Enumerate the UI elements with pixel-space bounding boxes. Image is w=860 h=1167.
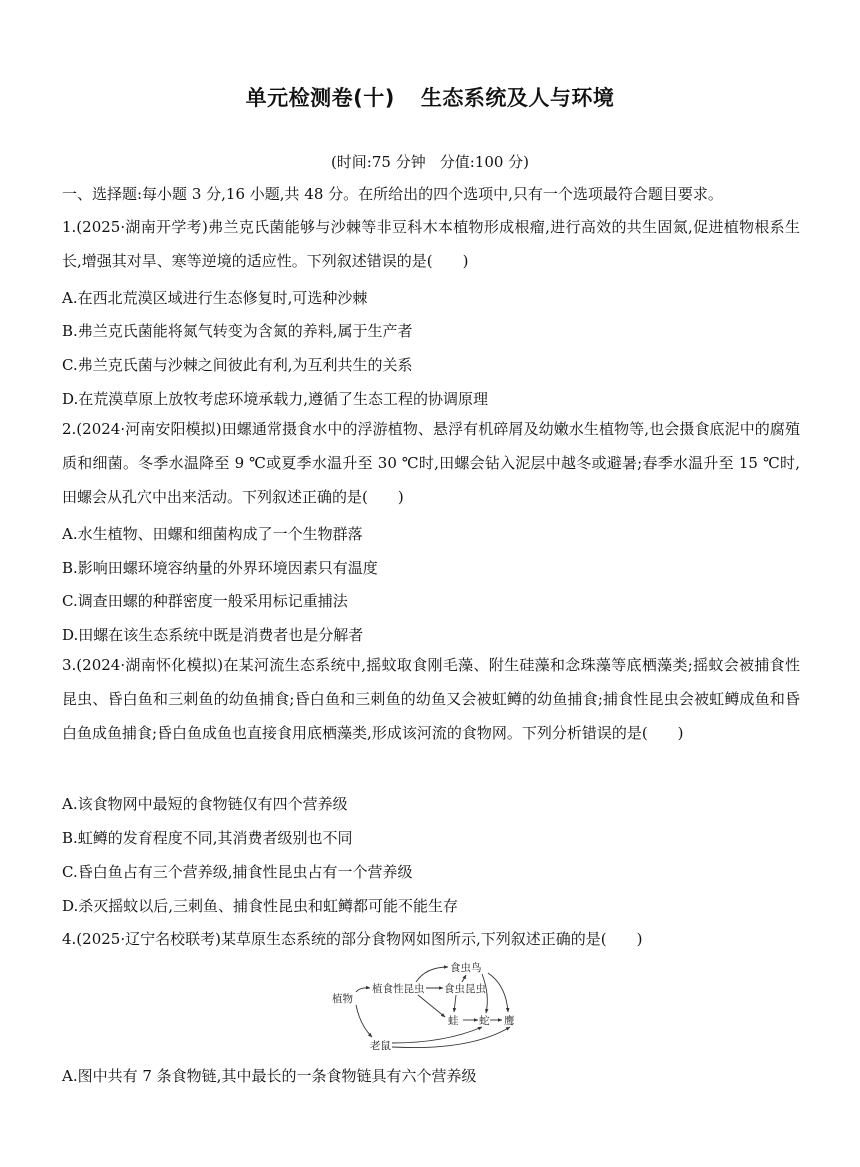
question-2-option-c: C.调查田螺的种群密度一般采用标记重捕法 (62, 592, 348, 610)
node-herb-insect: 植食性昆虫 (372, 983, 425, 995)
edge-plant-herb-insect (356, 988, 370, 992)
question-2-option-d: D.田螺在该生态系统中既是消费者也是分解者 (62, 626, 364, 644)
edge-mouse-snake (392, 1027, 482, 1043)
node-eagle: 鹰 (504, 1015, 515, 1027)
edge-herb-insect-insect-bird (416, 967, 448, 982)
title-part1: 单元检测卷(十) (245, 86, 395, 110)
question-4-option-a: A.图中共有 7 条食物链,其中最长的一条食物链具有六个营养级 (62, 1067, 477, 1085)
question-1-option-d: D.在荒漠草原上放牧考虑环境承载力,遵循了生态工程的协调原理 (62, 390, 489, 408)
question-4-stem: 4.(2025·辽宁名校联考)某草原生态系统的部分食物网如图所示,下列叙述正确的是( ) (62, 930, 643, 948)
question-2-stem: 2.(2024·河南安阳模拟)田螺通常摄食水中的浮游植物、悬浮有机碎屑及幼嫩水生植物等,也会摄食底泥中的腐殖质和细菌。冬季水温降至 9 ℃或夏季水温升至 30 ℃时,田螺会钻入泥层中越冬或避暑;春季水温升至 15 ℃时,田螺会从孔穴中出来活动。下列叙述正确的是( ) (62, 420, 800, 506)
question-3-option-d: D.杀灭摇蚊以后,三刺鱼、捕食性昆虫和虹鳟都可能不能生存 (62, 897, 459, 915)
exam-meta (0, 151, 860, 172)
question-3-option-a: A.该食物网中最短的食物链仅有四个营养级 (62, 795, 348, 813)
question-1-option-c: C.弗兰克氏菌与沙棘之间彼此有利,为互利共生的关系 (62, 356, 413, 374)
question-3-option-b: B.虹鳟的发育程度不同,其消费者级别也不同 (62, 829, 353, 847)
edge-insect-insect-insect-bird (462, 975, 466, 982)
question-2-option-a: A.水生植物、田螺和细菌构成了一个生物群落 (62, 525, 363, 543)
node-mouse: 老鼠 (370, 1040, 391, 1052)
edge-insect-bird-eagle (488, 973, 508, 1012)
question-1-stem: 1.(2025·湖南开学考)弗兰克氏菌能够与沙棘等非豆科木本植物形成根瘤,进行高效的共生固氮,促进植物根系生长,增强其对旱、寒等逆境的适应性。下列叙述错误的是( ) (62, 218, 800, 270)
section-header: 一、选择题:每小题 3 分,16 小题,共 48 分。在所给出的四个选项中,只有一个选项最符合题目要求。 (62, 185, 723, 203)
edge-insect-insect-frog (454, 995, 456, 1012)
edge-plant-mouse (356, 1005, 372, 1037)
question-2-option-b: B.影响田螺环境容纳量的外界环境因素只有温度 (62, 559, 378, 577)
node-plant: 植物 (332, 993, 353, 1005)
question-3-stem: 3.(2024·湖南怀化模拟)在某河流生态系统中,摇蚊取食刚毛藻、附生硅藻和念珠藻等底栖藻类;摇蚊会被捕食性昆虫、昏白鱼和三刺鱼的幼鱼捕食;昏白鱼和三刺鱼的幼鱼又会被虹鳟的幼鱼捕食;捕食性昆虫会被虹鳟成鱼和昏白鱼成鱼捕食;昏白鱼成鱼也直接食用底栖藻类,形成该河流的食物网。下列分析错误的是( ) (62, 656, 800, 742)
node-insect-bird: 食虫鸟 (450, 962, 482, 974)
question-3-option-c: C.昏白鱼占有三个营养级,捕食性昆虫占有一个营养级 (62, 863, 413, 881)
food-web-diagram (330, 955, 530, 1055)
page-title (0, 82, 860, 112)
question-1-option-a: A.在西北荒漠区域进行生态修复时,可选种沙棘 (62, 289, 368, 307)
exam-time: (时间:75 分钟 (330, 153, 426, 171)
node-insect-insect: 食虫昆虫 (444, 983, 486, 995)
edge-herb-insect-frog (418, 995, 445, 1017)
node-snake: 蛇 (479, 1015, 490, 1027)
node-frog: 蛙 (448, 1015, 459, 1027)
title-part2: 生态系统及人与环境 (420, 86, 615, 110)
exam-score: 分值:100 分) (439, 153, 530, 171)
question-1-option-b: B.弗兰克氏菌能将氮气转变为含氮的养料,属于生产者 (62, 322, 413, 340)
